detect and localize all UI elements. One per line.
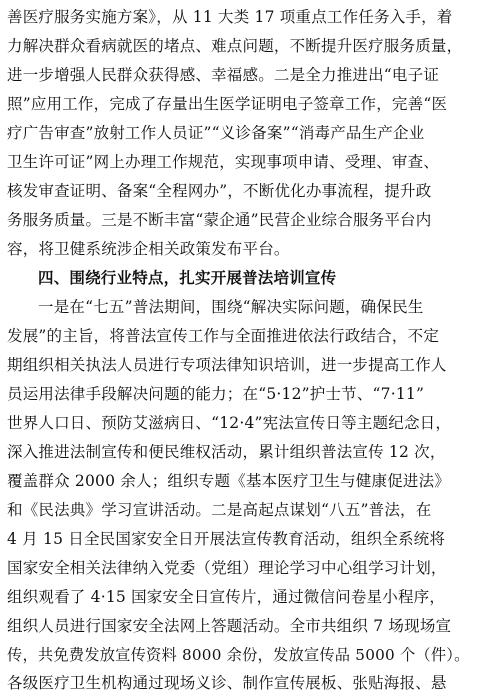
paragraph-line: 进一步增强人民群众获得感、幸福感。二是全力推进出“电子证 <box>7 66 440 84</box>
paragraph-line: 力解决群众看病就医的堵点、难点问题，不断提升医疗服务质量， <box>7 37 463 55</box>
paragraph-line: 4 月 15 日全民国家安全日开展法宣传教育活动，组织全系统将 <box>7 530 446 548</box>
paragraph-line: 期组织相关执法人员进行专项法律知识培训，进一步提高工作人 <box>7 356 447 374</box>
paragraph-line: 疗广告审查”放射工作人员证”“义诊备案”“消毒产品生产企业 <box>7 124 425 142</box>
paragraph-line: 覆盖群众 2000 余人；组织专题《基本医疗卫生与健康促进法》 <box>7 472 451 490</box>
paragraph-line: 发展”的主旨，将普法宣传工作与全面推进依法行政结合，不定 <box>7 327 440 345</box>
paragraph-line: 国家安全相关法律纳入党委（党组）理论学习中心组学习计划， <box>7 559 447 577</box>
paragraph-line: 卫生许可证”网上办理工作规范，实现事项申请、受理、审查、 <box>7 153 440 171</box>
paragraph-line: 深入推进法制宣传和便民维权活动，累计组织普法宣传 12 次， <box>7 443 446 461</box>
paragraph-line: 一是在“七五”普法期间，围绕“解决实际问题，确保民生 <box>38 298 424 316</box>
paragraph-line: 善医疗服务实施方案》，从 11 大类 17 项重点工作任务入手，着 <box>7 8 453 26</box>
paragraph-line: 照”应用工作，完成了存量出生医学证明电子签章工作，完善“医 <box>7 95 448 113</box>
paragraph-line: 世界人口日、预防艾滋病日、“12·4”宪法宣传日等主题纪念日， <box>7 414 452 432</box>
paragraph-line: 核发审查证明、备案“全程网办”，不断优化办事流程，提升政 <box>7 182 432 200</box>
section-heading: 四、围绕行业特点，扎实开展普法培训宣传 <box>38 269 337 287</box>
paragraph-line: 各级医疗卫生机构通过现场义诊、制作宣传展板、张贴海报、悬 <box>7 674 447 692</box>
paragraph-line: 传，共免费发放宣传资料 8000 余份，发放宣传品 5000 个（件）。 <box>7 646 470 664</box>
paragraph-line: 组织人员进行国家安全法网上答题活动。全市共组织 7 场现场宣 <box>7 617 452 635</box>
paragraph-line: 员运用法律手段解决问题的能力；在“5·12”护士节、“7·11” <box>7 385 425 403</box>
paragraph-line: 组织观看了 4·15 国家安全日宣传片，通过微信问卷星小程序， <box>7 588 446 606</box>
paragraph-line: 容，将卫健系统涉企相关政策发布平台。 <box>7 240 290 258</box>
paragraph-line: 务服务质量。三是不断丰富“蒙企通”民营企业综合服务平台内 <box>7 211 432 229</box>
paragraph-line: 和《民法典》学习宣讲活动。二是高起点谋划“八五”普法，在 <box>7 501 432 519</box>
